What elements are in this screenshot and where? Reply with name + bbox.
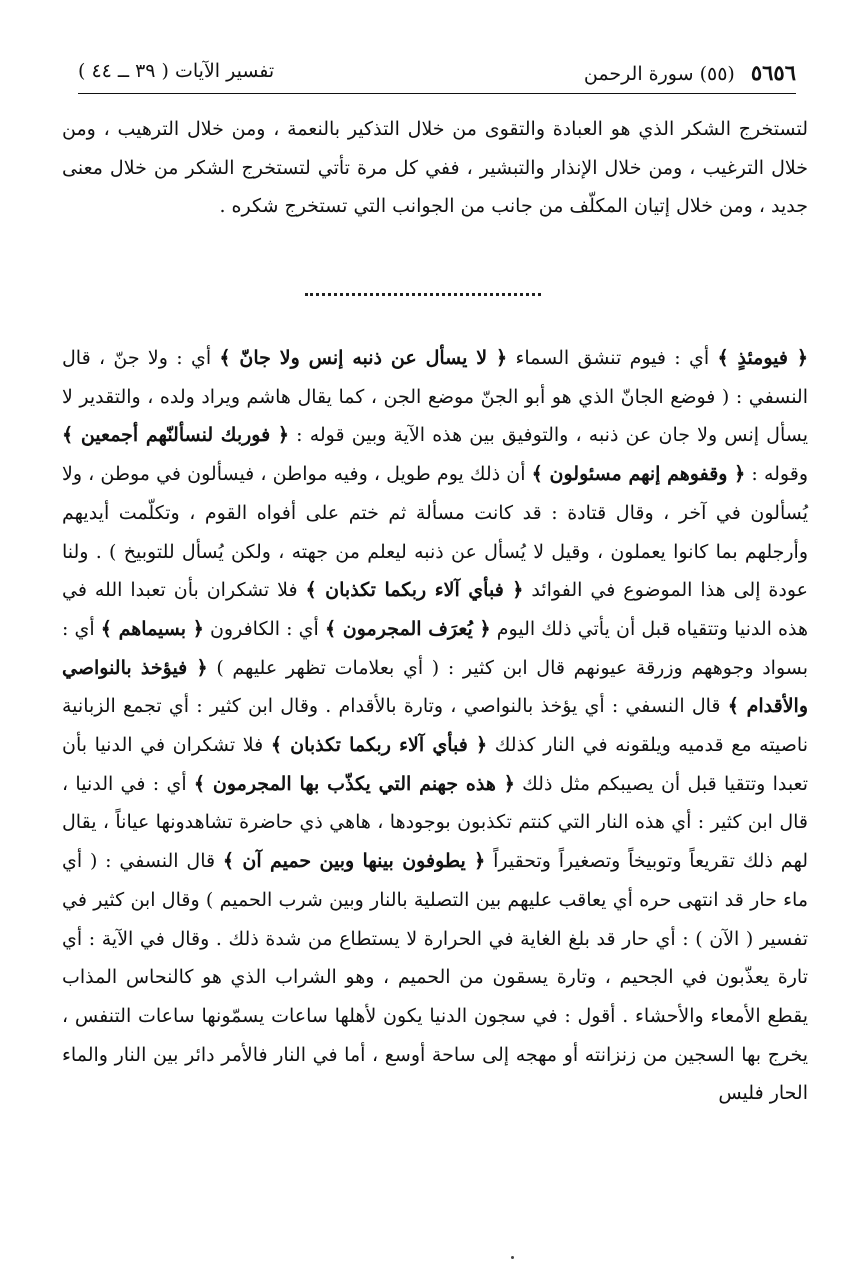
commentary-text: أي : فيوم تنشق السماء <box>507 347 718 369</box>
commentary-text: أي : الكافرون <box>203 617 325 640</box>
header-right <box>584 60 796 85</box>
quran-verse: ﴿ فبأي آلاء ربكما تكذبان ﴾ <box>305 579 524 602</box>
header-rule <box>78 93 796 94</box>
commentary-text: وقوله : <box>745 463 808 486</box>
paragraph-commentary <box>62 339 808 1113</box>
quran-verse: ﴿ يُعرَف المجرمون ﴾ <box>324 617 491 640</box>
quran-verse: ﴿ فوربك لنسألنّهم أجمعين ﴾ <box>62 424 290 447</box>
paragraph-intro: لتستخرج الشكر الذي هو العبادة والتقوى من خلال التذكير بالنعمة ، ومن خلال الترهيب ، ومن خلال الترغيب ، ومن خلال الإنذار والتبشير ، ففي كل مرة تأتي لتستخرج الشكر من خلال معنى جديد ، ومن خلال إتيان المكلّف من جانب من الجوانب التي تستخرج شكره . <box>62 118 808 218</box>
quran-verse: ﴿ فيومئذٍ ﴾ <box>717 347 808 369</box>
surah-title: (٥٥) سورة الرحمن <box>583 63 735 85</box>
footer-mark <box>511 1256 514 1259</box>
commentary-text: أي : ولا جنّ ، قال النسفي : ( فوضع الجانّ الذي هو أبو الجنّ موضع الجن ، كما يقال هاشم ويراد ولده ، والتقدير لا يسأل إنس ولا جان عن ذنبه ، والتوفيق بين هذه الآية وبين قوله : <box>62 347 809 447</box>
commentary-text: قال النسفي : ( أي ماء حار قد انتهى حره أي يعاقب عليهم بين التصلية بالنار وبين شرب الحميم ) وقال ابن كثير في تفسير ( الآن ) : أي حار قد بلغ الغاية في الحرارة لا يستطاع من شدة ذلك . وقال في الآية : أي تارة يعذّبون في الجحيم ، وتارة يسقون من الحميم ، وهو الشراب الذي هو كالنحاس المذاب يقطع الأمعاء والأحشاء . أقول : في سجون الدنيا يكون لأهلها ساعات يسمّونها ساعات التنفس ، يخرج بها السجين من زنزانته أو مهجه إلى ساحة أوسع ، أما في النار فالأمر دائر بين النار والماء الحار فليس <box>62 850 808 1105</box>
running-header <box>78 60 796 90</box>
commentary-text: قال النسفي : أي يؤخذ بالنواصي ، وتارة بالأقدام . وقال ابن كثير : أي تجمع الزبانية ناصيته مع قدميه ويلقونه في النار كذلك <box>62 695 808 757</box>
quran-verse: ﴿ وقفوهم إنهم مسئولون ﴾ <box>531 463 746 486</box>
commentary-text: أن ذلك يوم طويل ، وفيه مواطن ، فيسألون في موطن ، ولا يُسألون في آخر ، وقال قتادة : قد كانت مسألة ثم ختم على أفواه القوم ، وتكلّمت أيديهم وأرجلهم بما كانوا يعملون ، وقيل لا يُسأل عن ذنبه ليعلم من جهته ، ولكن يُسأل للتوبيخ ) . ولنا عودة إلى هذا الموضوع في الفوائد <box>62 463 808 602</box>
quran-verse: ﴿ لا يسأل عن ذنبه إنس ولا جانّ ﴾ <box>219 347 508 369</box>
page-number: ٥٦٥٦ <box>750 60 796 85</box>
commentary-text: فلا تشكران بأن تعبدا الله في هذه الدنيا وتتقياه قبل أن يأتي ذلك اليوم <box>62 579 808 640</box>
commentary-text: فلا تشكران في الدنيا بأن تعبدا وتتقيا قبل أن يصيبكم مثل ذلك <box>62 734 809 795</box>
quran-verse: ﴿ هذه جهنم التي يكذّب بها المجرمون ﴾ <box>193 772 515 795</box>
commentary-text: أي : بسواد وجوههم وزرقة عيونهم قال ابن كثير : ( أي بعلامات تظهر عليهم ) <box>62 617 808 679</box>
quran-verse: ﴿ فبأي آلاء ربكما تكذبان ﴾ <box>270 734 488 757</box>
section-title: تفسير الآيات ( ٣٩ ــ ٤٤ ) <box>78 60 275 82</box>
section-separator <box>305 293 541 296</box>
quran-verse: ﴿ يطوفون بينها وبين حميم آن ﴾ <box>222 850 486 873</box>
quran-verse: ﴿ بسيماهم ﴾ <box>100 617 204 640</box>
commentary-text: أي : في الدنيا ، قال ابن كثير : أي هذه النار التي كنتم تكذبون بوجودها ، هاهي ذي حاضرة تشاهدونها عياناً ، يقال لهم ذلك تقريعاً وتوبيخاً وتصغيراً وتحقيراً <box>62 772 808 873</box>
quran-verse: ﴿ فيؤخذ بالنواصي والأقدام ﴾ <box>62 656 808 718</box>
